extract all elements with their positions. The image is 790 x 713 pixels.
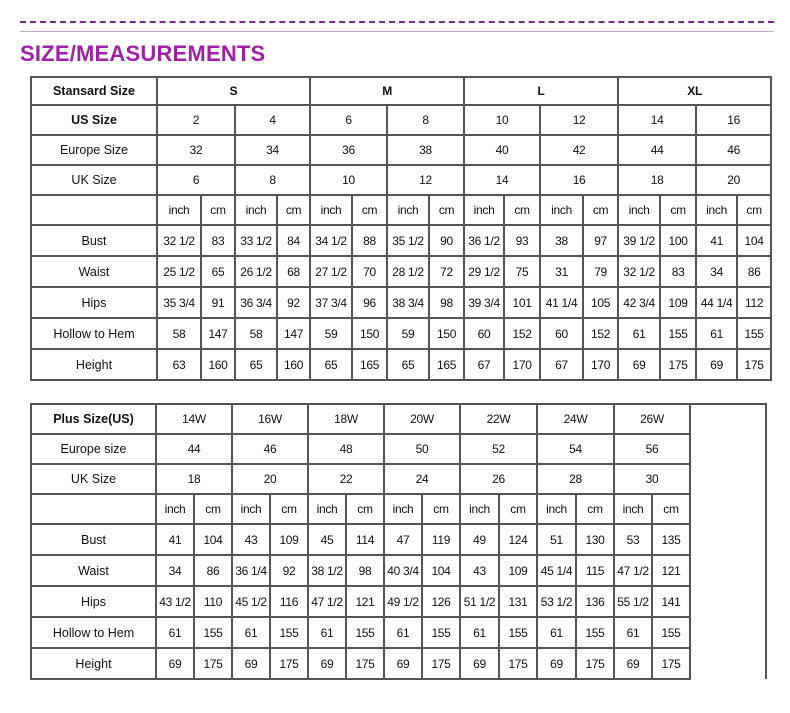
plus-uk-cell: 26 bbox=[460, 464, 537, 494]
measurement-value: 86 bbox=[194, 555, 232, 586]
measurement-value: 175 bbox=[660, 349, 696, 380]
unit-cm: cm bbox=[277, 195, 310, 225]
measurement-label-waist: Waist bbox=[31, 256, 157, 287]
measurement-value: 34 1/2 bbox=[310, 225, 352, 256]
measurement-value: 160 bbox=[201, 349, 235, 380]
measurement-value: 58 bbox=[235, 318, 277, 349]
measurement-value: 33 1/2 bbox=[235, 225, 277, 256]
measurement-value: 170 bbox=[583, 349, 618, 380]
unit-inch: inch bbox=[232, 494, 270, 524]
plus-europe-cell: 46 bbox=[232, 434, 308, 464]
plus-measurement-label-hips: Hips bbox=[31, 586, 156, 617]
measurement-value: 83 bbox=[201, 225, 235, 256]
plus-size-24w: 24W bbox=[537, 404, 614, 434]
measurement-value: 27 1/2 bbox=[310, 256, 352, 287]
measurement-value: 58 bbox=[157, 318, 201, 349]
europe-size-cell: 32 bbox=[157, 135, 235, 165]
measurement-value: 119 bbox=[422, 524, 460, 555]
plus-uk-cell: 20 bbox=[232, 464, 308, 494]
measurement-value: 69 bbox=[460, 648, 499, 679]
measurement-value: 109 bbox=[660, 287, 696, 318]
measurement-value: 45 bbox=[308, 524, 346, 555]
measurement-value: 42 3/4 bbox=[618, 287, 660, 318]
measurement-value: 112 bbox=[737, 287, 771, 318]
measurement-value: 160 bbox=[277, 349, 310, 380]
standard-size-table bbox=[30, 76, 772, 381]
plus-uk-label: UK Size bbox=[31, 464, 156, 494]
measurement-value: 121 bbox=[346, 586, 384, 617]
measurement-value: 43 1/2 bbox=[156, 586, 194, 617]
measurement-value: 170 bbox=[504, 349, 540, 380]
measurement-row-waist bbox=[31, 256, 771, 287]
uk-size-label: UK Size bbox=[31, 165, 157, 195]
measurement-value: 175 bbox=[499, 648, 537, 679]
measurement-value: 53 bbox=[614, 524, 652, 555]
letter-size-m: M bbox=[310, 77, 464, 105]
measurement-row-hollow-to-hem bbox=[31, 318, 771, 349]
measurement-value: 67 bbox=[464, 349, 504, 380]
measurement-value: 114 bbox=[346, 524, 384, 555]
measurement-value: 49 bbox=[460, 524, 499, 555]
uk-size-cell: 12 bbox=[387, 165, 464, 195]
unit-inch: inch bbox=[614, 494, 652, 524]
europe-size-cell: 42 bbox=[540, 135, 618, 165]
measurement-value: 126 bbox=[422, 586, 460, 617]
measurement-value: 67 bbox=[540, 349, 583, 380]
measurement-value: 175 bbox=[652, 648, 690, 679]
plus-measurement-row-hips bbox=[31, 586, 766, 617]
measurement-value: 36 1/2 bbox=[464, 225, 504, 256]
plus-europe-cell: 52 bbox=[460, 434, 537, 464]
unit-row-blank bbox=[31, 195, 157, 225]
unit-inch: inch bbox=[384, 494, 422, 524]
measurement-value: 61 bbox=[384, 617, 422, 648]
unit-cm: cm bbox=[499, 494, 537, 524]
uk-size-row bbox=[31, 165, 771, 195]
unit-inch: inch bbox=[156, 494, 194, 524]
measurement-value: 152 bbox=[583, 318, 618, 349]
measurement-value: 39 3/4 bbox=[464, 287, 504, 318]
letter-size-l: L bbox=[464, 77, 618, 105]
plus-measurement-label-height: Height bbox=[31, 648, 156, 679]
us-size-cell: 12 bbox=[540, 105, 618, 135]
top-dashed-rule bbox=[20, 21, 774, 23]
measurement-value: 61 bbox=[156, 617, 194, 648]
measurement-value: 92 bbox=[277, 287, 310, 318]
measurement-value: 175 bbox=[576, 648, 614, 679]
measurement-value: 69 bbox=[308, 648, 346, 679]
measurement-value: 38 1/2 bbox=[308, 555, 346, 586]
measurement-value: 28 1/2 bbox=[387, 256, 429, 287]
measurement-value: 175 bbox=[422, 648, 460, 679]
plus-header-row bbox=[31, 404, 766, 434]
measurement-value: 65 bbox=[387, 349, 429, 380]
uk-size-cell: 20 bbox=[696, 165, 771, 195]
unit-inch: inch bbox=[157, 195, 201, 225]
measurement-value: 61 bbox=[232, 617, 270, 648]
measurement-value: 32 1/2 bbox=[618, 256, 660, 287]
unit-row bbox=[31, 195, 771, 225]
unit-inch: inch bbox=[537, 494, 576, 524]
plus-size-22w: 22W bbox=[460, 404, 537, 434]
measurement-value: 136 bbox=[576, 586, 614, 617]
measurement-value: 98 bbox=[429, 287, 464, 318]
plus-europe-cell: 48 bbox=[308, 434, 384, 464]
measurement-value: 141 bbox=[652, 586, 690, 617]
plus-europe-row bbox=[31, 434, 766, 464]
plus-europe-cell: 56 bbox=[614, 434, 690, 464]
plus-filler-area bbox=[690, 404, 766, 679]
measurement-value: 40 3/4 bbox=[384, 555, 422, 586]
unit-cm: cm bbox=[270, 494, 308, 524]
unit-inch: inch bbox=[310, 195, 352, 225]
measurement-value: 61 bbox=[460, 617, 499, 648]
plus-measurement-label-waist: Waist bbox=[31, 555, 156, 586]
measurement-value: 96 bbox=[352, 287, 387, 318]
plus-measurement-label-bust: Bust bbox=[31, 524, 156, 555]
measurement-value: 34 bbox=[156, 555, 194, 586]
measurement-value: 43 bbox=[232, 524, 270, 555]
measurement-value: 41 bbox=[156, 524, 194, 555]
us-size-cell: 10 bbox=[464, 105, 540, 135]
measurement-value: 104 bbox=[422, 555, 460, 586]
measurement-value: 83 bbox=[660, 256, 696, 287]
europe-size-cell: 38 bbox=[387, 135, 464, 165]
unit-cm: cm bbox=[422, 494, 460, 524]
measurement-row-height bbox=[31, 349, 771, 380]
unit-cm: cm bbox=[660, 195, 696, 225]
measurement-row-hips bbox=[31, 287, 771, 318]
unit-cm: cm bbox=[652, 494, 690, 524]
measurement-value: 43 bbox=[460, 555, 499, 586]
measurement-value: 155 bbox=[737, 318, 771, 349]
measurement-value: 155 bbox=[346, 617, 384, 648]
plus-size-label: Plus Size(US) bbox=[31, 404, 156, 434]
measurement-value: 110 bbox=[194, 586, 232, 617]
standard-header-row bbox=[31, 77, 771, 105]
measurement-value: 38 bbox=[540, 225, 583, 256]
unit-cm: cm bbox=[201, 195, 235, 225]
unit-cm: cm bbox=[583, 195, 618, 225]
plus-uk-row bbox=[31, 464, 766, 494]
measurement-value: 116 bbox=[270, 586, 308, 617]
unit-cm: cm bbox=[352, 195, 387, 225]
measurement-value: 91 bbox=[201, 287, 235, 318]
measurement-value: 44 1/4 bbox=[696, 287, 737, 318]
plus-size-table bbox=[30, 403, 767, 680]
us-size-label: US Size bbox=[31, 105, 157, 135]
plus-uk-cell: 30 bbox=[614, 464, 690, 494]
measurement-value: 175 bbox=[270, 648, 308, 679]
measurement-value: 45 1/4 bbox=[537, 555, 576, 586]
measurement-value: 59 bbox=[387, 318, 429, 349]
plus-uk-cell: 28 bbox=[537, 464, 614, 494]
plus-size-16w: 16W bbox=[232, 404, 308, 434]
measurement-value: 93 bbox=[504, 225, 540, 256]
plus-size-20w: 20W bbox=[384, 404, 460, 434]
europe-size-label: Europe Size bbox=[31, 135, 157, 165]
measurement-value: 59 bbox=[310, 318, 352, 349]
measurement-value: 39 1/2 bbox=[618, 225, 660, 256]
measurement-value: 155 bbox=[576, 617, 614, 648]
europe-size-cell: 34 bbox=[235, 135, 310, 165]
standard-size-label: Stansard Size bbox=[31, 77, 157, 105]
measurement-value: 84 bbox=[277, 225, 310, 256]
us-size-cell: 14 bbox=[618, 105, 696, 135]
measurement-value: 47 1/2 bbox=[614, 555, 652, 586]
measurement-value: 155 bbox=[499, 617, 537, 648]
measurement-value: 155 bbox=[422, 617, 460, 648]
measurement-value: 69 bbox=[614, 648, 652, 679]
plus-measurement-row-height bbox=[31, 648, 766, 679]
measurement-value: 60 bbox=[540, 318, 583, 349]
measurement-value: 36 3/4 bbox=[235, 287, 277, 318]
measurement-value: 147 bbox=[277, 318, 310, 349]
plus-size-18w: 18W bbox=[308, 404, 384, 434]
uk-size-cell: 10 bbox=[310, 165, 387, 195]
measurement-value: 86 bbox=[737, 256, 771, 287]
plus-size-14w: 14W bbox=[156, 404, 232, 434]
us-size-cell: 2 bbox=[157, 105, 235, 135]
us-size-cell: 8 bbox=[387, 105, 464, 135]
measurement-value: 69 bbox=[384, 648, 422, 679]
plus-unit-row-blank bbox=[31, 494, 156, 524]
europe-size-cell: 40 bbox=[464, 135, 540, 165]
plus-measurement-label-hollow-to-hem: Hollow to Hem bbox=[31, 617, 156, 648]
measurement-value: 150 bbox=[429, 318, 464, 349]
measurement-value: 61 bbox=[614, 617, 652, 648]
uk-size-cell: 14 bbox=[464, 165, 540, 195]
unit-cm: cm bbox=[429, 195, 464, 225]
measurement-value: 88 bbox=[352, 225, 387, 256]
measurement-value: 41 bbox=[696, 225, 737, 256]
unit-cm: cm bbox=[737, 195, 771, 225]
measurement-value: 35 3/4 bbox=[157, 287, 201, 318]
letter-size-xl: XL bbox=[618, 77, 771, 105]
measurement-value: 26 1/2 bbox=[235, 256, 277, 287]
measurement-value: 70 bbox=[352, 256, 387, 287]
europe-size-cell: 46 bbox=[696, 135, 771, 165]
unit-inch: inch bbox=[696, 195, 737, 225]
unit-inch: inch bbox=[540, 195, 583, 225]
europe-size-cell: 36 bbox=[310, 135, 387, 165]
measurement-value: 32 1/2 bbox=[157, 225, 201, 256]
measurement-value: 150 bbox=[352, 318, 387, 349]
measurement-value: 90 bbox=[429, 225, 464, 256]
measurement-value: 47 1/2 bbox=[308, 586, 346, 617]
measurement-value: 121 bbox=[652, 555, 690, 586]
measurement-value: 60 bbox=[464, 318, 504, 349]
measurement-value: 29 1/2 bbox=[464, 256, 504, 287]
measurement-value: 65 bbox=[201, 256, 235, 287]
measurement-value: 36 1/4 bbox=[232, 555, 270, 586]
measurement-value: 69 bbox=[618, 349, 660, 380]
measurement-value: 131 bbox=[499, 586, 537, 617]
measurement-value: 51 1/2 bbox=[460, 586, 499, 617]
plus-measurement-row-bust bbox=[31, 524, 766, 555]
plus-measurement-row-waist bbox=[31, 555, 766, 586]
uk-size-cell: 16 bbox=[540, 165, 618, 195]
us-size-cell: 16 bbox=[696, 105, 771, 135]
measurement-value: 69 bbox=[696, 349, 737, 380]
plus-europe-cell: 44 bbox=[156, 434, 232, 464]
measurement-value: 92 bbox=[270, 555, 308, 586]
measurement-value: 115 bbox=[576, 555, 614, 586]
measurement-value: 147 bbox=[201, 318, 235, 349]
unit-inch: inch bbox=[460, 494, 499, 524]
measurement-value: 34 bbox=[696, 256, 737, 287]
measurement-value: 175 bbox=[737, 349, 771, 380]
measurement-value: 69 bbox=[537, 648, 576, 679]
measurement-value: 155 bbox=[652, 617, 690, 648]
unit-cm: cm bbox=[346, 494, 384, 524]
measurement-value: 37 3/4 bbox=[310, 287, 352, 318]
uk-size-cell: 6 bbox=[157, 165, 235, 195]
measurement-label-height: Height bbox=[31, 349, 157, 380]
measurement-value: 165 bbox=[429, 349, 464, 380]
measurement-value: 63 bbox=[157, 349, 201, 380]
plus-uk-cell: 22 bbox=[308, 464, 384, 494]
measurement-value: 38 3/4 bbox=[387, 287, 429, 318]
unit-cm: cm bbox=[576, 494, 614, 524]
measurement-value: 98 bbox=[346, 555, 384, 586]
page-title: SIZE/MEASUREMENTS bbox=[20, 41, 266, 66]
measurement-value: 53 1/2 bbox=[537, 586, 576, 617]
measurement-value: 165 bbox=[352, 349, 387, 380]
us-size-row bbox=[31, 105, 771, 135]
measurement-value: 175 bbox=[346, 648, 384, 679]
measurement-value: 79 bbox=[583, 256, 618, 287]
measurement-row-bust bbox=[31, 225, 771, 256]
unit-inch: inch bbox=[308, 494, 346, 524]
plus-uk-cell: 24 bbox=[384, 464, 460, 494]
measurement-value: 65 bbox=[235, 349, 277, 380]
europe-size-row bbox=[31, 135, 771, 165]
measurement-value: 109 bbox=[499, 555, 537, 586]
measurement-value: 104 bbox=[737, 225, 771, 256]
measurement-value: 69 bbox=[232, 648, 270, 679]
measurement-label-hips: Hips bbox=[31, 287, 157, 318]
unit-cm: cm bbox=[194, 494, 232, 524]
measurement-value: 51 bbox=[537, 524, 576, 555]
plus-size-26w: 26W bbox=[614, 404, 690, 434]
measurement-value: 135 bbox=[652, 524, 690, 555]
measurement-value: 155 bbox=[194, 617, 232, 648]
measurement-value: 152 bbox=[504, 318, 540, 349]
unit-inch: inch bbox=[235, 195, 277, 225]
measurement-label-bust: Bust bbox=[31, 225, 157, 256]
measurement-label-hollow-to-hem: Hollow to Hem bbox=[31, 318, 157, 349]
plus-unit-row bbox=[31, 494, 766, 524]
measurement-value: 41 1/4 bbox=[540, 287, 583, 318]
measurement-value: 97 bbox=[583, 225, 618, 256]
measurement-value: 61 bbox=[696, 318, 737, 349]
measurement-value: 49 1/2 bbox=[384, 586, 422, 617]
us-size-cell: 6 bbox=[310, 105, 387, 135]
measurement-value: 75 bbox=[504, 256, 540, 287]
europe-size-cell: 44 bbox=[618, 135, 696, 165]
measurement-value: 175 bbox=[194, 648, 232, 679]
top-thin-rule bbox=[20, 31, 774, 32]
unit-inch: inch bbox=[387, 195, 429, 225]
measurement-value: 124 bbox=[499, 524, 537, 555]
measurement-value: 47 bbox=[384, 524, 422, 555]
measurement-value: 25 1/2 bbox=[157, 256, 201, 287]
measurement-value: 45 1/2 bbox=[232, 586, 270, 617]
plus-uk-cell: 18 bbox=[156, 464, 232, 494]
measurement-value: 35 1/2 bbox=[387, 225, 429, 256]
unit-inch: inch bbox=[464, 195, 504, 225]
uk-size-cell: 18 bbox=[618, 165, 696, 195]
us-size-cell: 4 bbox=[235, 105, 310, 135]
measurement-value: 69 bbox=[156, 648, 194, 679]
plus-measurement-row-hollow-to-hem bbox=[31, 617, 766, 648]
plus-europe-cell: 50 bbox=[384, 434, 460, 464]
plus-europe-cell: 54 bbox=[537, 434, 614, 464]
measurement-value: 72 bbox=[429, 256, 464, 287]
measurement-value: 155 bbox=[270, 617, 308, 648]
plus-europe-label: Europe size bbox=[31, 434, 156, 464]
unit-inch: inch bbox=[618, 195, 660, 225]
letter-size-s: S bbox=[157, 77, 310, 105]
measurement-value: 61 bbox=[537, 617, 576, 648]
unit-cm: cm bbox=[504, 195, 540, 225]
measurement-value: 61 bbox=[618, 318, 660, 349]
measurement-value: 55 1/2 bbox=[614, 586, 652, 617]
measurement-value: 130 bbox=[576, 524, 614, 555]
measurement-value: 109 bbox=[270, 524, 308, 555]
measurement-value: 105 bbox=[583, 287, 618, 318]
measurement-value: 101 bbox=[504, 287, 540, 318]
measurement-value: 155 bbox=[660, 318, 696, 349]
measurement-value: 61 bbox=[308, 617, 346, 648]
measurement-value: 65 bbox=[310, 349, 352, 380]
measurement-value: 100 bbox=[660, 225, 696, 256]
uk-size-cell: 8 bbox=[235, 165, 310, 195]
measurement-value: 104 bbox=[194, 524, 232, 555]
measurement-value: 31 bbox=[540, 256, 583, 287]
measurement-value: 68 bbox=[277, 256, 310, 287]
